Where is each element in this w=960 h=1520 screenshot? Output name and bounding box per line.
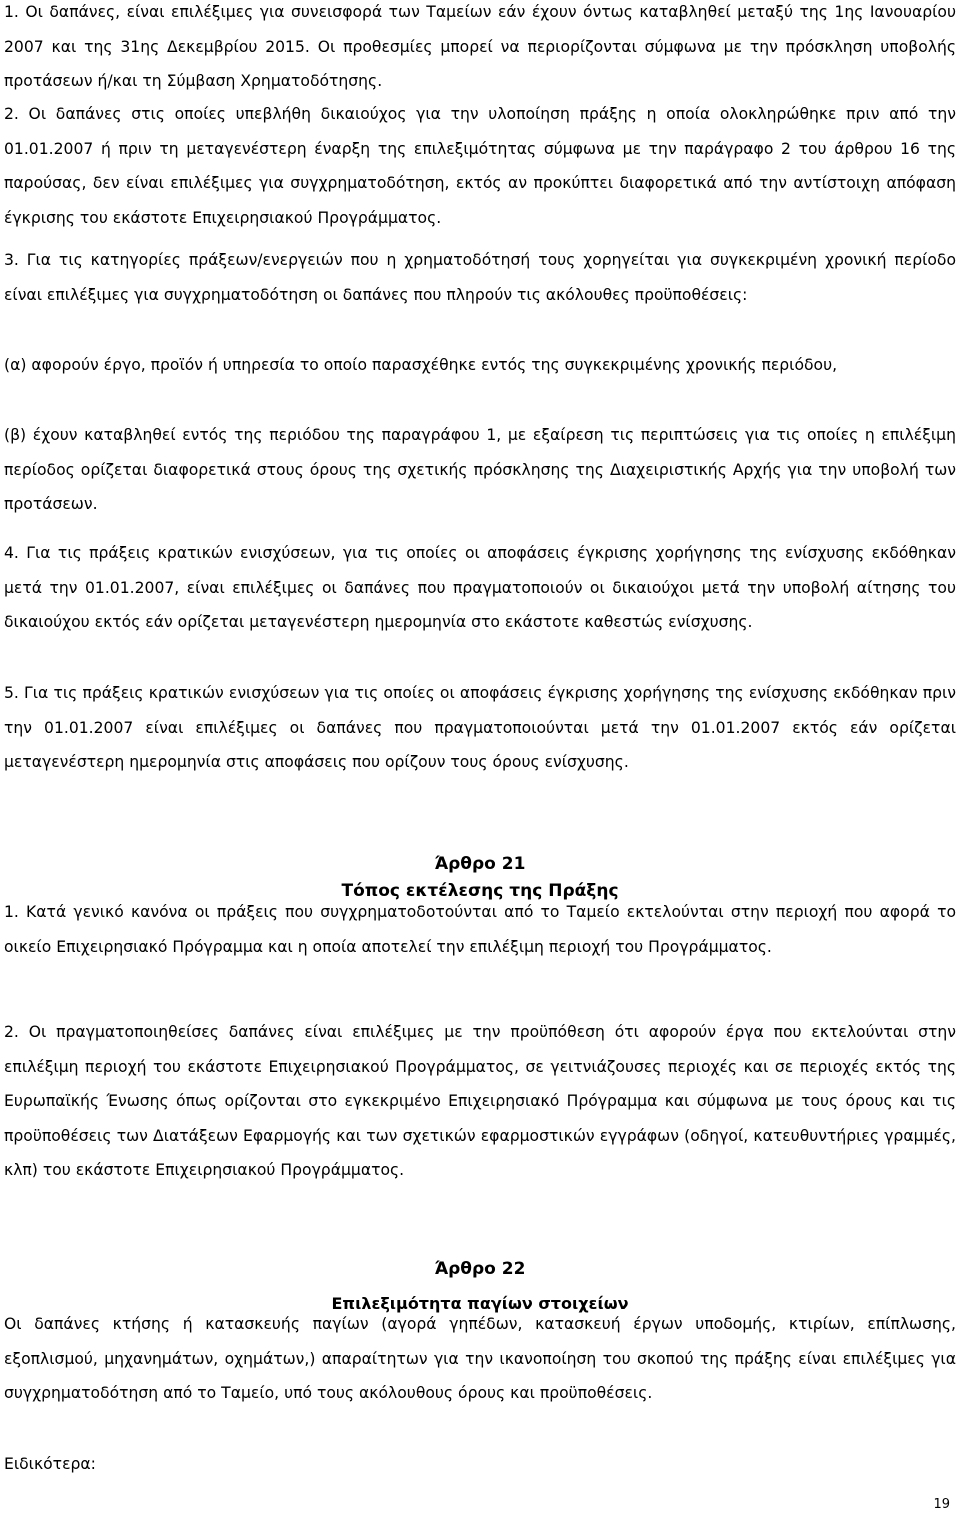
article-21-paragraph-2: 2. Οι πραγματοποιηθείσες δαπάνες είναι επιλέξιμες με την προϋπόθεση ότι αφορούν έργα που εκτελούνται στην επιλέξιμη περιοχή του εκάστοτε Επιχειρησιακού Προγράμματος, σε γειτνιάζουσες περιοχές και σε περιοχές εκτός της Ευρωπαϊκής Ένωσης όπως ορίζονται στο εγκεκριμένο Επιχειρησιακό Πρόγραμμα και σύμφωνα με τους όρους και τις προϋποθέσεις των Διατάξεων Εφαρμογής και των σχετικών εφαρμοστικών εγγράφων (οδηγοί, κατευθυντήριες γραμμές, κλπ) του εκάστοτε Επιχειρησιακού Προγράμματος.: [4, 1023, 956, 1179]
paragraph-1: 1. Οι δαπάνες, είναι επιλέξιμες για συνεισφορά των Ταμείων εάν έχουν όντως καταβληθεί μεταξύ της 1ης Ιανουαρίου 2007 και της 31ης Δεκεμβρίου 2015. Οι προθεσμίες μπορεί να περιορίζονται σύμφωνα με την πρόσκληση υποβολής προτάσεων ή/και τη Σύμβαση Χρηματοδότησης.: [4, 3, 956, 90]
paragraph-4: 4. Για τις πράξεις κρατικών ενισχύσεων, για τις οποίες οι αποφάσεις έγκρισης χορήγησης της ενίσχυσης εκδόθηκαν μετά την 01.01.2007, είναι επιλέξιμες οι δαπάνες που πραγματοποιούν οι δικαιούχοι μετά την υποβολή αίτησης του δικαιούχου εκτός εάν ορίζεται μεταγενέστερη ημερομηνία στο εκάστοτε καθεστώς ενίσχυσης.: [4, 544, 956, 631]
article-22-title: Επιλεξιμότητα παγίων στοιχείων: [331, 1294, 629, 1313]
article-21-title: Τόπος εκτέλεσης της Πράξης: [341, 881, 619, 901]
paragraph-5: 5. Για τις πράξεις κρατικών ενισχύσεων για τις οποίες οι αποφάσεις έγκρισης χορήγησης της ενίσχυσης εκδόθηκαν πριν την 01.01.2007 είναι επιλέξιμες οι δαπάνες που πραγματοποιούνται μετά την 01.01.2007 εκτός εάν ορίζεται μεταγενέστερη ημερομηνία στις αποφάσεις που ορίζουν τους όρους ενίσχυσης.: [4, 684, 956, 771]
article-21-paragraph-1: 1. Κατά γενικό κανόνα οι πράξεις που συγχρηματοδοτούνται από το Ταμείο εκτελούνται στην περιοχή που αφορά το οικείο Επιχειρησιακό Πρόγραμμα και η οποία αποτελεί την επιλέξιμη περιοχή του Προγράμματος.: [4, 903, 956, 956]
paragraph-3a: (α) αφορούν έργο, προϊόν ή υπηρεσία το οποίο παρασχέθηκε εντός της συγκεκριμένης χρονικής περιόδου,: [4, 356, 838, 374]
paragraph-3: 3. Για τις κατηγορίες πράξεων/ενεργειών που η χρηματοδότησή τους χορηγείται για συγκεκριμένη χρονική περίοδο είναι επιλέξιμες για συγχρηματοδότηση οι δαπάνες που πληρούν τις ακόλουθες προϋποθέσεις:: [4, 251, 956, 304]
article-22-paragraph-1: Οι δαπάνες κτήσης ή κατασκευής παγίων (αγορά γηπέδων, κατασκευή έργων υποδομής, κτιρίων, επίπλωσης, εξοπλισμού, μηχανημάτων, οχημάτων,) απαραίτητων για την ικανοποίηση του σκοπού της πράξης είναι επιλέξιμες για συγχρηματοδότηση από το Ταμείο, υπό τους ακόλουθους όρους και προϋποθέσεις.: [4, 1315, 956, 1402]
paragraph-2: 2. Οι δαπάνες στις οποίες υπεβλήθη δικαιούχος για την υλοποίηση πράξης η οποία ολοκληρώθηκε πριν από την 01.01.2007 ή πριν τη μεταγενέστερη έναρξη της επιλεξιμότητας σύμφωνα με την παράγραφο 2 του άρθρου 16 της παρούσας, δεν είναι επιλέξιμες για συγχρηματοδότηση, εκτός αν προκύπτει διαφορετικά από την αντίστοιχη απόφαση έγκρισης του εκάστοτε Επιχειρησιακού Προγράμματος.: [4, 105, 956, 227]
paragraph-3b: (β) έχουν καταβληθεί εντός της περιόδου της παραγράφου 1, με εξαίρεση τις περιπτώσεις για τις οποίες η επιλέξιμη περίοδος ορίζεται διαφορετικά στους όρους της σχετικής πρόσκλησης της Διαχειριστικής Αρχής για την υποβολή των προτάσεων.: [4, 426, 956, 513]
article-22-paragraph-2: Ειδικότερα:: [4, 1455, 96, 1473]
article-21-number: Άρθρο 21: [434, 854, 526, 874]
page-number: 19: [933, 1497, 950, 1512]
document-page: [4, 0, 956, 1520]
article-22-number: Άρθρο 22: [434, 1259, 526, 1279]
